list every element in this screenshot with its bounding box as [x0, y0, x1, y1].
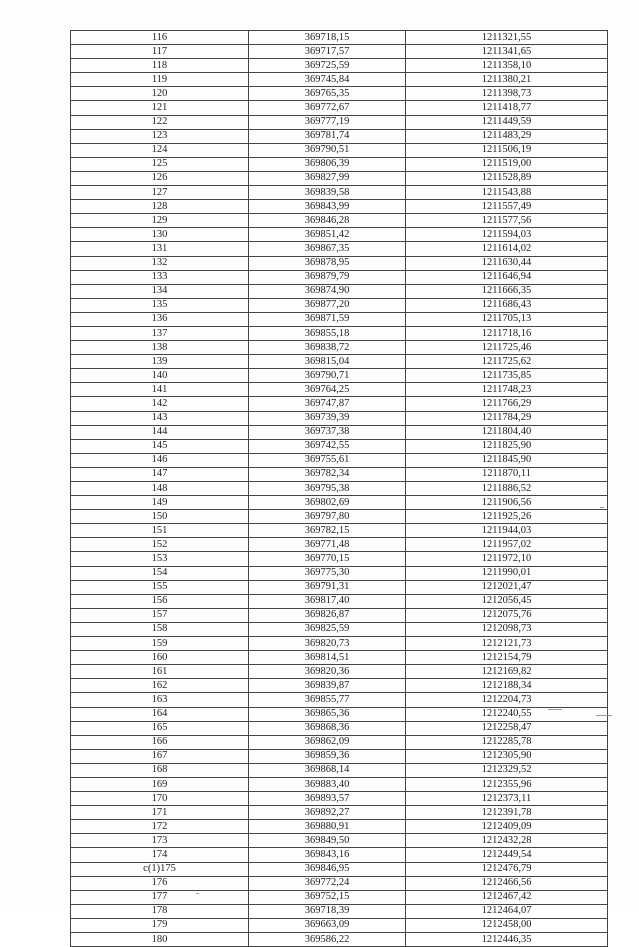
x-coordinate-cell: 369851,42	[249, 228, 406, 242]
table-row	[71, 214, 608, 228]
table-row	[71, 566, 608, 580]
y-coordinate-cell: 1212075,76	[406, 608, 608, 622]
point-number-cell: 169	[71, 777, 249, 791]
y-coordinate-cell: 1211748,23	[406, 383, 608, 397]
y-coordinate-cell: 1211990,01	[406, 566, 608, 580]
point-number-cell: 121	[71, 101, 249, 115]
table-row	[71, 777, 608, 791]
table-row	[71, 157, 608, 171]
point-number-cell: 136	[71, 312, 249, 326]
y-coordinate-cell: 1212098,73	[406, 622, 608, 636]
table-row	[71, 355, 608, 369]
x-coordinate-cell: 369868,36	[249, 721, 406, 735]
x-coordinate-cell: 369764,25	[249, 383, 406, 397]
y-coordinate-cell: 1211519,00	[406, 157, 608, 171]
y-coordinate-cell: 1211686,43	[406, 298, 608, 312]
table-row	[71, 284, 608, 298]
point-number-cell: 139	[71, 355, 249, 369]
y-coordinate-cell: 1212355,96	[406, 777, 608, 791]
x-coordinate-cell: 369849,50	[249, 834, 406, 848]
point-number-cell: 129	[71, 214, 249, 228]
x-coordinate-cell: 369782,15	[249, 524, 406, 538]
y-coordinate-cell: 1211886,52	[406, 482, 608, 496]
scan-mark	[548, 709, 562, 710]
x-coordinate-cell: 369820,73	[249, 637, 406, 651]
table-row	[71, 918, 608, 932]
table-row	[71, 679, 608, 693]
table-row	[71, 186, 608, 200]
y-coordinate-cell: 1211784,29	[406, 411, 608, 425]
point-number-cell: 116	[71, 31, 249, 45]
y-coordinate-cell: 1211543,88	[406, 186, 608, 200]
point-number-cell: 131	[71, 242, 249, 256]
table-row	[71, 171, 608, 185]
y-coordinate-cell: 1212056,45	[406, 594, 608, 608]
y-coordinate-cell: 1212021,47	[406, 580, 608, 594]
x-coordinate-cell: 369893,57	[249, 792, 406, 806]
point-number-cell: 159	[71, 637, 249, 651]
x-coordinate-cell: 369755,61	[249, 453, 406, 467]
x-coordinate-cell: 369770,15	[249, 552, 406, 566]
x-coordinate-cell: 369781,74	[249, 129, 406, 143]
y-coordinate-cell: 1211483,29	[406, 129, 608, 143]
point-number-cell: 174	[71, 848, 249, 862]
y-coordinate-cell: 1212285,78	[406, 735, 608, 749]
x-coordinate-cell: 369718,15	[249, 31, 406, 45]
y-coordinate-cell: 1211906,56	[406, 496, 608, 510]
y-coordinate-cell: 1212458,00	[406, 918, 608, 932]
y-coordinate-cell: 1211506,19	[406, 143, 608, 157]
x-coordinate-cell: 369880,91	[249, 820, 406, 834]
x-coordinate-cell: 369791,31	[249, 580, 406, 594]
table-row	[71, 820, 608, 834]
y-coordinate-cell: 1212373,11	[406, 792, 608, 806]
coordinates-table	[70, 30, 608, 947]
table-row	[71, 439, 608, 453]
scan-mark	[596, 715, 612, 716]
y-coordinate-cell: 1211870,11	[406, 467, 608, 481]
y-coordinate-cell: 1211528,89	[406, 171, 608, 185]
y-coordinate-cell: 1211944,03	[406, 524, 608, 538]
point-number-cell: 132	[71, 256, 249, 270]
x-coordinate-cell: 369586,22	[249, 933, 406, 947]
point-number-cell: 178	[71, 904, 249, 918]
x-coordinate-cell: 369806,39	[249, 157, 406, 171]
x-coordinate-cell: 369877,20	[249, 298, 406, 312]
point-number-cell: 171	[71, 806, 249, 820]
table-row	[71, 580, 608, 594]
table-row	[71, 482, 608, 496]
coordinates-table-body	[71, 31, 608, 947]
table-row	[71, 763, 608, 777]
table-row	[71, 228, 608, 242]
table-row	[71, 524, 608, 538]
table-row	[71, 87, 608, 101]
table-row	[71, 101, 608, 115]
x-coordinate-cell: 369782,34	[249, 467, 406, 481]
table-row	[71, 806, 608, 820]
point-number-cell: 162	[71, 679, 249, 693]
x-coordinate-cell: 369795,38	[249, 482, 406, 496]
y-coordinate-cell: 1212467,42	[406, 890, 608, 904]
point-number-cell: 126	[71, 171, 249, 185]
y-coordinate-cell: 1211972,10	[406, 552, 608, 566]
point-number-cell: 122	[71, 115, 249, 129]
point-number-cell: 167	[71, 749, 249, 763]
x-coordinate-cell: 369825,59	[249, 622, 406, 636]
y-coordinate-cell: 1212449,54	[406, 848, 608, 862]
table-row	[71, 496, 608, 510]
y-coordinate-cell: 1211766,29	[406, 397, 608, 411]
point-number-cell: 123	[71, 129, 249, 143]
point-number-cell: 138	[71, 341, 249, 355]
x-coordinate-cell: 369883,40	[249, 777, 406, 791]
table-row	[71, 637, 608, 651]
table-row	[71, 467, 608, 481]
x-coordinate-cell: 369855,18	[249, 326, 406, 340]
table-row	[71, 862, 608, 876]
table-row	[71, 115, 608, 129]
table-row	[71, 298, 608, 312]
point-number-cell: 137	[71, 326, 249, 340]
y-coordinate-cell: 1211845,90	[406, 453, 608, 467]
y-coordinate-cell: 1212204,73	[406, 693, 608, 707]
x-coordinate-cell: 369814,51	[249, 651, 406, 665]
x-coordinate-cell: 369663,09	[249, 918, 406, 932]
x-coordinate-cell: 369752,15	[249, 890, 406, 904]
x-coordinate-cell: 369859,36	[249, 749, 406, 763]
y-coordinate-cell: 1212466,56	[406, 876, 608, 890]
y-coordinate-cell: 1211577,56	[406, 214, 608, 228]
y-coordinate-cell: 1212432,28	[406, 834, 608, 848]
y-coordinate-cell: 1211725,46	[406, 341, 608, 355]
x-coordinate-cell: 369827,99	[249, 171, 406, 185]
y-coordinate-cell: 1212476,79	[406, 862, 608, 876]
point-number-cell: 141	[71, 383, 249, 397]
point-number-cell: 161	[71, 665, 249, 679]
table-row	[71, 270, 608, 284]
table-row	[71, 552, 608, 566]
x-coordinate-cell: 369775,30	[249, 566, 406, 580]
y-coordinate-cell: 1211825,90	[406, 439, 608, 453]
point-number-cell: 119	[71, 73, 249, 87]
point-number-cell: 146	[71, 453, 249, 467]
point-number-cell: 135	[71, 298, 249, 312]
x-coordinate-cell: 369874,90	[249, 284, 406, 298]
point-number-cell: 149	[71, 496, 249, 510]
point-number-cell: 140	[71, 369, 249, 383]
table-row	[71, 200, 608, 214]
y-coordinate-cell: 1211449,59	[406, 115, 608, 129]
y-coordinate-cell: 1211725,62	[406, 355, 608, 369]
point-number-cell: 117	[71, 45, 249, 59]
table-row	[71, 326, 608, 340]
x-coordinate-cell: 369846,95	[249, 862, 406, 876]
table-row	[71, 397, 608, 411]
x-coordinate-cell: 369817,40	[249, 594, 406, 608]
y-coordinate-cell: 1211341,65	[406, 45, 608, 59]
y-coordinate-cell: 1212305,90	[406, 749, 608, 763]
y-coordinate-cell: 1211718,16	[406, 326, 608, 340]
table-row	[71, 510, 608, 524]
y-coordinate-cell: 1211614,02	[406, 242, 608, 256]
table-row	[71, 665, 608, 679]
point-number-cell: 144	[71, 425, 249, 439]
y-coordinate-cell: 1212188,34	[406, 679, 608, 693]
table-row	[71, 890, 608, 904]
point-number-cell: 118	[71, 59, 249, 73]
table-row	[71, 848, 608, 862]
x-coordinate-cell: 369867,35	[249, 242, 406, 256]
x-coordinate-cell: 369747,87	[249, 397, 406, 411]
x-coordinate-cell: 369820,36	[249, 665, 406, 679]
table-row	[71, 594, 608, 608]
x-coordinate-cell: 369772,24	[249, 876, 406, 890]
table-row	[71, 31, 608, 45]
x-coordinate-cell: 369772,67	[249, 101, 406, 115]
x-coordinate-cell: 369843,16	[249, 848, 406, 862]
y-coordinate-cell: 1211666,35	[406, 284, 608, 298]
table-row	[71, 59, 608, 73]
x-coordinate-cell: 369771,48	[249, 538, 406, 552]
table-row	[71, 312, 608, 326]
x-coordinate-cell: 369790,71	[249, 369, 406, 383]
point-number-cell: 172	[71, 820, 249, 834]
table-row	[71, 608, 608, 622]
y-coordinate-cell: 1211925,26	[406, 510, 608, 524]
x-coordinate-cell: 369839,87	[249, 679, 406, 693]
y-coordinate-cell: 1211804,40	[406, 425, 608, 439]
y-coordinate-cell: 1212154,79	[406, 651, 608, 665]
point-number-cell: c(1)175	[71, 862, 249, 876]
point-number-cell: 151	[71, 524, 249, 538]
point-number-cell: 130	[71, 228, 249, 242]
x-coordinate-cell: 369797,80	[249, 510, 406, 524]
table-row	[71, 45, 608, 59]
table-row	[71, 369, 608, 383]
x-coordinate-cell: 369871,59	[249, 312, 406, 326]
y-coordinate-cell: 1212121,73	[406, 637, 608, 651]
table-row	[71, 904, 608, 918]
point-number-cell: 155	[71, 580, 249, 594]
y-coordinate-cell: 1211630,44	[406, 256, 608, 270]
table-row	[71, 425, 608, 439]
point-number-cell: 164	[71, 707, 249, 721]
table-row	[71, 383, 608, 397]
x-coordinate-cell: 369802,69	[249, 496, 406, 510]
point-number-cell: 143	[71, 411, 249, 425]
y-coordinate-cell: 1212240,55	[406, 707, 608, 721]
table-row	[71, 749, 608, 763]
point-number-cell: 158	[71, 622, 249, 636]
point-number-cell: 127	[71, 186, 249, 200]
table-row	[71, 411, 608, 425]
point-number-cell: 165	[71, 721, 249, 735]
y-coordinate-cell: 1212169,82	[406, 665, 608, 679]
y-coordinate-cell: 1211646,94	[406, 270, 608, 284]
x-coordinate-cell: 369839,58	[249, 186, 406, 200]
table-row	[71, 876, 608, 890]
x-coordinate-cell: 369855,77	[249, 693, 406, 707]
point-number-cell: 176	[71, 876, 249, 890]
point-number-cell: 179	[71, 918, 249, 932]
point-number-cell: 133	[71, 270, 249, 284]
x-coordinate-cell: 369790,51	[249, 143, 406, 157]
x-coordinate-cell: 369765,35	[249, 87, 406, 101]
point-number-cell: 154	[71, 566, 249, 580]
table-row	[71, 341, 608, 355]
table-row	[71, 721, 608, 735]
y-coordinate-cell: 1212409,09	[406, 820, 608, 834]
table-row	[71, 707, 608, 721]
point-number-cell: 128	[71, 200, 249, 214]
point-number-cell: 120	[71, 87, 249, 101]
point-number-cell: 168	[71, 763, 249, 777]
point-number-cell: 156	[71, 594, 249, 608]
table-row	[71, 693, 608, 707]
x-coordinate-cell: 369878,95	[249, 256, 406, 270]
x-coordinate-cell: 369718,39	[249, 904, 406, 918]
x-coordinate-cell: 369737,38	[249, 425, 406, 439]
y-coordinate-cell: 1211705,13	[406, 312, 608, 326]
point-number-cell: 152	[71, 538, 249, 552]
x-coordinate-cell: 369826,87	[249, 608, 406, 622]
point-number-cell: 173	[71, 834, 249, 848]
table-row	[71, 256, 608, 270]
point-number-cell: 147	[71, 467, 249, 481]
table-row	[71, 538, 608, 552]
y-coordinate-cell: 1211557,49	[406, 200, 608, 214]
scan-mark	[196, 893, 199, 894]
table-row	[71, 453, 608, 467]
y-coordinate-cell: 1212391,78	[406, 806, 608, 820]
point-number-cell: 142	[71, 397, 249, 411]
y-coordinate-cell: 1211398,73	[406, 87, 608, 101]
x-coordinate-cell: 369725,59	[249, 59, 406, 73]
point-number-cell: 170	[71, 792, 249, 806]
point-number-cell: 148	[71, 482, 249, 496]
y-coordinate-cell: 1211380,21	[406, 73, 608, 87]
point-number-cell: 157	[71, 608, 249, 622]
x-coordinate-cell: 369777,19	[249, 115, 406, 129]
x-coordinate-cell: 369745,84	[249, 73, 406, 87]
point-number-cell: 153	[71, 552, 249, 566]
point-number-cell: 160	[71, 651, 249, 665]
x-coordinate-cell: 369846,28	[249, 214, 406, 228]
y-coordinate-cell: 1212464,07	[406, 904, 608, 918]
table-row	[71, 735, 608, 749]
point-number-cell: 180	[71, 933, 249, 947]
y-coordinate-cell: 1212329,52	[406, 763, 608, 777]
x-coordinate-cell: 369862,09	[249, 735, 406, 749]
point-number-cell: 124	[71, 143, 249, 157]
x-coordinate-cell: 369717,57	[249, 45, 406, 59]
point-number-cell: 150	[71, 510, 249, 524]
point-number-cell: 125	[71, 157, 249, 171]
x-coordinate-cell: 369843,99	[249, 200, 406, 214]
table-row	[71, 792, 608, 806]
x-coordinate-cell: 369879,79	[249, 270, 406, 284]
table-row	[71, 651, 608, 665]
x-coordinate-cell: 369838,72	[249, 341, 406, 355]
table-row	[71, 622, 608, 636]
y-coordinate-cell: 1212258,47	[406, 721, 608, 735]
y-coordinate-cell: 1212446,35	[406, 933, 608, 947]
y-coordinate-cell: 1211735,85	[406, 369, 608, 383]
point-number-cell: 145	[71, 439, 249, 453]
y-coordinate-cell: 1211358,10	[406, 59, 608, 73]
x-coordinate-cell: 369815,04	[249, 355, 406, 369]
y-coordinate-cell: 1211957,02	[406, 538, 608, 552]
x-coordinate-cell: 369868,14	[249, 763, 406, 777]
y-coordinate-cell: 1211594,03	[406, 228, 608, 242]
point-number-cell: 134	[71, 284, 249, 298]
table-row	[71, 129, 608, 143]
x-coordinate-cell: 369892,27	[249, 806, 406, 820]
table-row	[71, 933, 608, 947]
x-coordinate-cell: 369739,39	[249, 411, 406, 425]
x-coordinate-cell: 369865,36	[249, 707, 406, 721]
point-number-cell: 163	[71, 693, 249, 707]
y-coordinate-cell: 1211418,77	[406, 101, 608, 115]
table-row	[71, 73, 608, 87]
point-number-cell: 177	[71, 890, 249, 904]
y-coordinate-cell: 1211321,55	[406, 31, 608, 45]
point-number-cell: 166	[71, 735, 249, 749]
table-row	[71, 834, 608, 848]
x-coordinate-cell: 369742,55	[249, 439, 406, 453]
table-row	[71, 143, 608, 157]
table-row	[71, 242, 608, 256]
scan-mark	[600, 507, 604, 508]
